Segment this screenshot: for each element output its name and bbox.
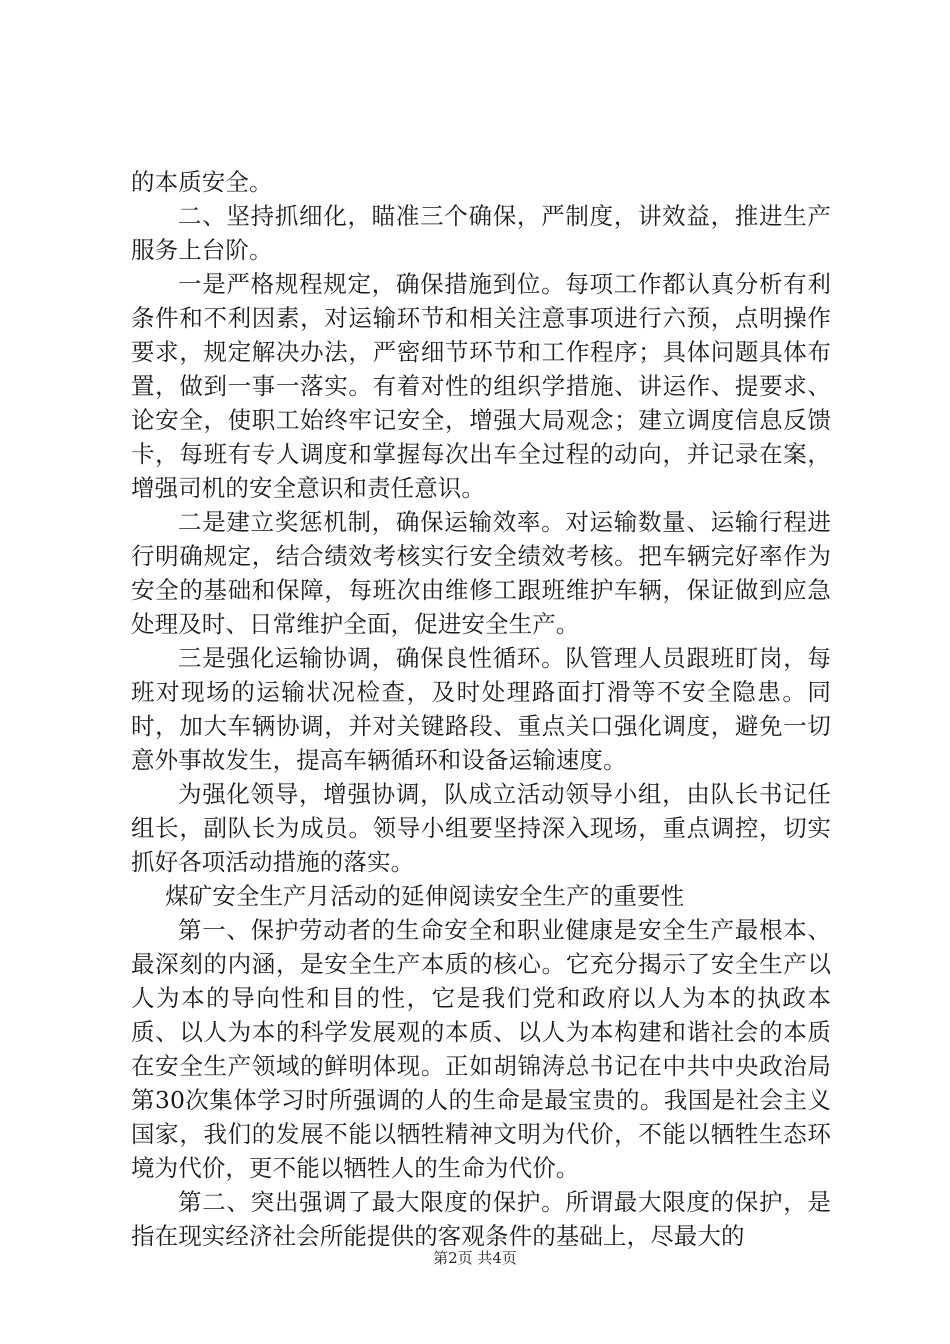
paragraph-section-two: 二、坚持抓细化，瞄准三个确保，严制度，讲效益，推进生产服务上台阶。 (131, 202, 831, 264)
paragraph-point-two: 二是建立奖惩机制，确保运输效率。对运输数量、运输行程进行明确规定，结合绩效考核实行安全绩效考核。把车辆完好率作为安全的基础和保障，每班次由维修工跟班维护车辆，保证做到应急处理及时、日常维护全面，促进安全生产。 (131, 508, 831, 638)
page-number-footer: 第2页 共4页 (433, 1249, 517, 1267)
paragraph-second-importance: 第二、突出强调了最大限度的保护。所谓最大限度的保护，是指在现实经济社会所能提供的客观条件的基础上，尽最大的 (131, 1188, 831, 1250)
paragraph-first-importance: 第一、保护劳动者的生命安全和职业健康是安全生产最根本、最深刻的内涵，是安全生产本质的核心。它充分揭示了安全生产以人为本的导向性和目的性，它是我们党和政府以人为本的执政本质、以人为本的科学发展观的本质、以人为本构建和谐社会的本质在安全生产领域的鲜明体现。正如胡锦涛总书记在中共中央政治局第30次集体学习时所强调的人的生命是最宝贵的。我国是社会主义国家，我们的发展不能以牺牲精神文明为代价，不能以牺牲生态环境为代价，更不能以牺牲人的生命为代价。 (131, 916, 831, 1182)
extended-reading-heading: 煤矿安全生产月活动的延伸阅读安全生产的重要性 (165, 882, 685, 910)
paragraph-point-one: 一是严格规程规定，确保措施到位。每项工作都认真分析有利条件和不利因素，对运输环节和相关注意事项进行六预，点明操作要求，规定解决办法，严密细节环节和工作程序；具体问题具体布置，做到一事一落实。有着对性的组织学措施、讲运作、提要求、论安全，使职工始终牢记安全，增强大局观念；建立调度信息反馈卡，每班有专人调度和掌握每次出车全过程的动向，并记录在案，增强司机的安全意识和责任意识。 (131, 270, 831, 502)
document-body (131, 165, 831, 1253)
paragraph-point-three: 三是强化运输协调，确保良性循环。队管理人员跟班盯岗，每班对现场的运输状况检查，及时处理路面打滑等不安全隐患。同时，加大车辆协调，并对关键路段、重点关口强化调度，避免一切意外事故发生，提高车辆循环和设备运输速度。 (131, 644, 831, 774)
paragraph-continuation: 的本质安全。 (131, 168, 273, 196)
paragraph-leadership: 为强化领导，增强协调，队成立活动领导小组，由队长书记任组长，副队长为成员。领导小组要坚持深入现场，重点调控，切实抓好各项活动措施的落实。 (131, 780, 831, 876)
